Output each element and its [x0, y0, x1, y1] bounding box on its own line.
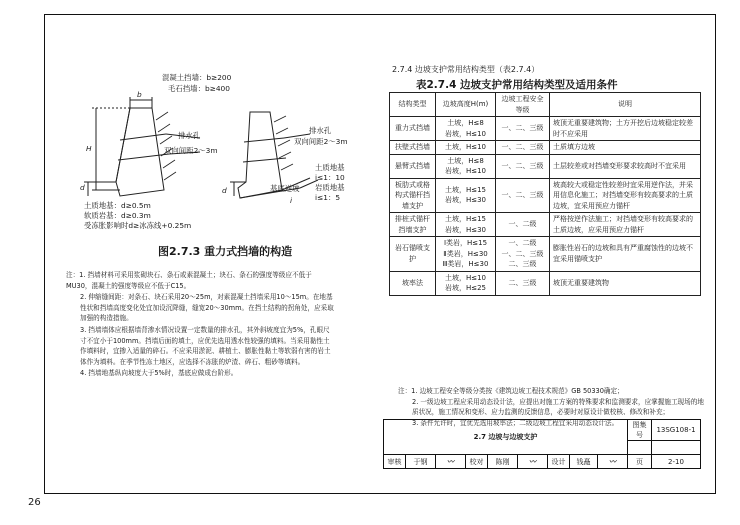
cell-height: 土坡，H≤10 岩坡，H≤25 — [436, 271, 496, 295]
legend-concrete-wall: 混凝土挡墙：b≥200 — [162, 73, 232, 82]
cell-type: 坡率法 — [390, 271, 436, 295]
review-label: 审核 — [384, 455, 406, 469]
cell-grade: 一、二、三级 — [496, 141, 550, 155]
designer-name: 钱矗 — [570, 455, 598, 469]
reviewer-signature: 〰 — [436, 455, 466, 469]
legend-masonry-wall: 毛石挡墙：b≥400 — [168, 84, 230, 93]
soil-base-label: 土质地基 — [315, 163, 345, 172]
cell-type: 板肋式或格构式锚杆挡墙支护 — [390, 178, 436, 213]
drain-left-spacing: 双向间距2～3m — [164, 146, 218, 155]
dim-d-left-label: d — [80, 183, 85, 192]
dim-b-label: b — [137, 90, 142, 99]
cell-type: 排桩式锚杆挡墙支护 — [390, 213, 436, 237]
cell-desc: 严格按逆作法施工；对挡墙变形有较高要求的土质边坡，应采用预应力锚杆 — [550, 213, 701, 237]
cell-grade: 一、二、三级 — [496, 154, 550, 178]
cell-grade: 一、二级 — [496, 213, 550, 237]
soil-slope-label: i≤1：10 — [315, 173, 345, 182]
page-label: 页 — [628, 455, 652, 469]
drain-right-label: 排水孔 — [309, 126, 332, 135]
note-item: 4. 挡墙地基纵向坡度大于5%时，基底应做成台阶形。 — [80, 369, 238, 378]
table-row — [390, 271, 701, 295]
table-row — [390, 178, 701, 213]
depth-note-3: 受冻胀影响时d≥冰冻线+0.25m — [84, 221, 192, 230]
table-header-row — [390, 93, 701, 117]
header-cell: 说明 — [550, 93, 701, 117]
header-cell: 结构类型 — [390, 93, 436, 117]
note-item: 2. 伸缩缝间距：对条石、块石采用20～25m，对素混凝土挡墙采用10～15m。在地基性状和挡墙高度变化处宜加设沉降缝，缝宽20～30mm。在挡土结构的拐角处，应采取加强的构造措施。 — [80, 293, 334, 323]
atlas-label: 图集号 — [628, 420, 652, 441]
base-i-label: i — [290, 196, 293, 205]
support-types-table — [389, 92, 701, 296]
cell-height: 土坡，H≤10 — [436, 141, 496, 155]
header-cell: 边坡工程安全等级 — [496, 93, 550, 117]
header-cell: 边坡高度H(m) — [436, 93, 496, 117]
depth-note-2: 软质岩基：d≥0.3m — [84, 211, 151, 220]
drain-left-label: 排水孔 — [178, 131, 201, 140]
atlas-number: 13SG108-1 — [652, 420, 701, 441]
table-note-item: 3. 条件允许时，宜优先选用坡率法；二级边坡工程宜采用动态设计法。 — [412, 418, 619, 427]
cell-desc: 膨胀性岩石的边坡和具有严重腐蚀性的边坡不宜采用锚喷支护 — [550, 237, 701, 272]
table-row — [390, 154, 701, 178]
depth-note-1: 土质地基：d≥0.5m — [84, 201, 151, 210]
checker-signature: 〰 — [518, 455, 548, 469]
cell-height: Ⅰ类岩，H≤15 Ⅱ类岩，H≤30 Ⅲ类岩，H≤30 — [436, 237, 496, 272]
left-wall-outline — [116, 108, 164, 196]
cell-type: 扶壁式挡墙 — [390, 141, 436, 155]
cell-desc: 土层较差或对挡墙变形要求较高时不宜采用 — [550, 154, 701, 178]
cell-desc: 土质填方边坡 — [550, 141, 701, 155]
cell-grade: 二、三级 — [496, 271, 550, 295]
title-block — [383, 419, 701, 469]
construction-notes — [66, 270, 334, 380]
figure-caption: 图2.7.3 重力式挡墙的构造 — [158, 245, 293, 258]
cell-grade: 一、二级 一、二、三级 二、三级 — [496, 237, 550, 272]
cell-grade: 一、二、三级 — [496, 178, 550, 213]
cell-type: 悬臂式挡墙 — [390, 154, 436, 178]
designer-signature: 〰 — [598, 455, 628, 469]
note-item: 3. 挡墙墙体应根据墙背渗水情况设置一定数量的排水孔，其外斜坡度宜为5%，孔眼尺寸不宜小于100mm。挡墙后面的填土，应优先选用透水性较强的填料。当采用黏性土作填料时，宜掺入适量的碎石。不应采用淤泥、耕植土、膨胀性黏土等软弱有害的岩土体作为填料。在季节性冻土地区，应选择不冻胀的炉渣、碎石、粗砂等填料。 — [80, 325, 331, 366]
cell-desc: 坡顶无重要建筑物 — [550, 271, 701, 295]
section-title: 2.7 边坡与边坡支护 — [384, 420, 628, 455]
cell-height: 土坡，H≤15 岩坡，H≤30 — [436, 178, 496, 213]
cell-height: 土坡，H≤15 岩坡，H≤30 — [436, 213, 496, 237]
reviewer-name: 于钢 — [406, 455, 436, 469]
cell-height: 土坡，H≤8 岩坡，H≤10 — [436, 117, 496, 141]
blank-cell — [652, 441, 701, 455]
table-note-item: 2. 一级边坡工程应采用动态设计法，应提出对施工方案的特殊要求和监测要求，应掌握施工现场的地质状况，施工情况和变形、应力监测的反馈信息，必要时对原设计做校核、修改和补充； — [412, 397, 704, 416]
rock-slope-label: i≤1：5 — [315, 193, 341, 202]
drain-right-spacing: 双向间距2～3m — [294, 137, 348, 146]
page-number: 26 — [28, 497, 41, 508]
note-item: 注：1. 挡墙材料可采用浆砌块石、条石或素混凝土；块石、条石的强度等级应不低于MU30，混凝土的强度等级应不低于C15。 — [66, 271, 312, 290]
cell-desc: 坡顶无重要建筑物；土方开挖后边坡稳定较差时不应采用 — [550, 117, 701, 141]
cell-height: 土坡，H≤8 岩坡，H≤10 — [436, 154, 496, 178]
blank-cell — [628, 441, 652, 455]
dim-d-right-label: d — [222, 186, 227, 195]
table-row — [390, 237, 701, 272]
check-label: 校对 — [466, 455, 488, 469]
cell-type: 岩石锚喷支护 — [390, 237, 436, 272]
section-heading: 2.7.4 边坡支护常用结构类型（表2.7.4） — [392, 65, 540, 74]
base-slope-label: 基底逆坡 — [270, 184, 300, 193]
table-caption: 表2.7.4 边坡支护常用结构类型及适用条件 — [416, 79, 618, 91]
cell-type: 重力式挡墙 — [390, 117, 436, 141]
design-label: 设计 — [548, 455, 570, 469]
table-row — [390, 213, 701, 237]
checker-name: 陈刚 — [488, 455, 518, 469]
dim-H-label: H — [86, 144, 92, 153]
page-reference: 2-10 — [652, 455, 701, 469]
cell-grade: 一、二、三级 — [496, 117, 550, 141]
table-row — [390, 117, 701, 141]
table-note-item: 注：1. 边坡工程安全等级分类按《建筑边坡工程技术规范》GB 50330确定； — [398, 387, 624, 395]
cell-desc: 坡高较大或稳定性较差时宜采用逆作法，并采用信息化施工；对挡墙变形有较高要求的土质边坡，宜采用预应力锚杆 — [550, 178, 701, 213]
table-row — [390, 141, 701, 155]
rock-base-label: 岩质地基 — [315, 183, 345, 192]
